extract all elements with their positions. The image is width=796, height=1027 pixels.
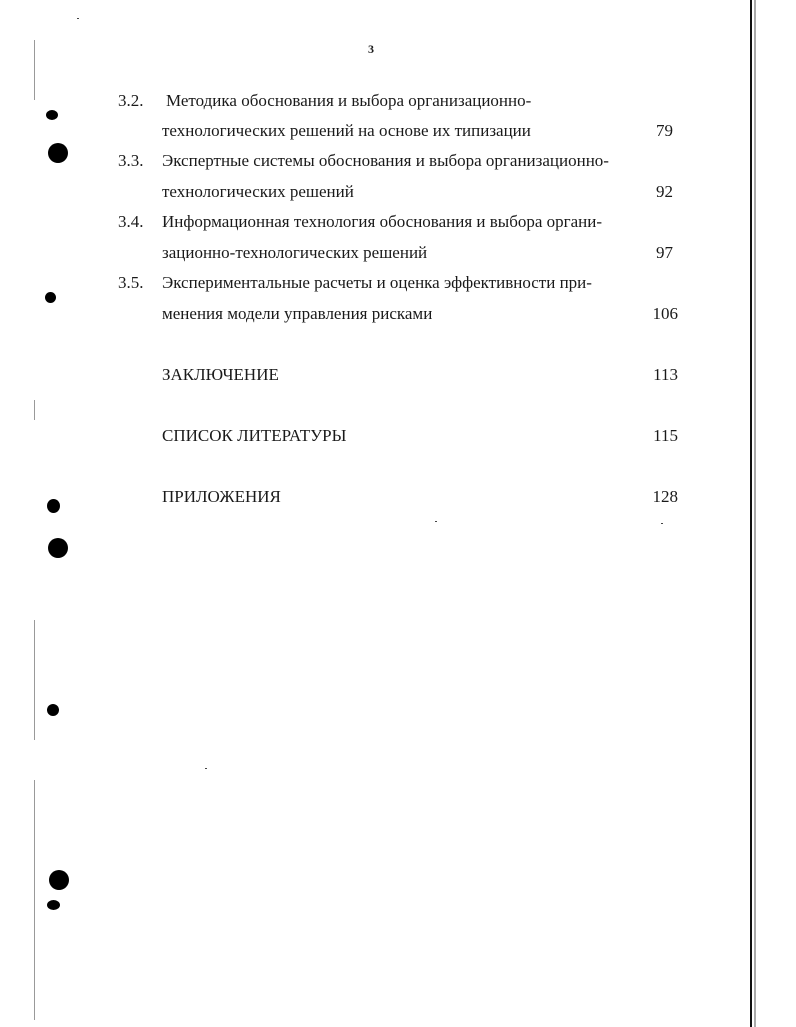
margin-mark: [34, 780, 35, 1020]
scan-edge-shadow: [754, 0, 756, 1027]
toc-entry-title-line2: технологических решений: [162, 182, 354, 201]
toc-section-title: СПИСОК ЛИТЕРАТУРЫ: [162, 426, 347, 445]
scan-speck: [77, 18, 79, 19]
scan-edge: [750, 0, 752, 1027]
toc-entry-title-line2: менения модели управления рисками: [162, 304, 433, 323]
toc-entry-page: 79: [656, 121, 673, 140]
toc-section-page: 128: [652, 487, 678, 506]
scan-speck: [435, 521, 437, 522]
punch-hole-fragment: [47, 900, 60, 910]
punch-hole-fragment: [47, 499, 60, 513]
toc-section-title: ПРИЛОЖЕНИЯ: [162, 487, 281, 506]
toc-entry-number: 3.3.: [118, 151, 144, 170]
margin-mark: [34, 620, 35, 740]
toc-entry-title-line1: Экспертные системы обоснования и выбора организационно-: [162, 151, 609, 170]
toc-entry-number: 3.2.: [118, 91, 144, 110]
toc-entry-page: 106: [652, 304, 678, 323]
scan-speck: [661, 523, 663, 524]
toc-entry-page: 92: [656, 182, 673, 201]
toc-entry-title-line2: технологических решений на основе их типизации: [162, 121, 531, 140]
punch-hole: [48, 538, 68, 558]
toc-entry-number: 3.5.: [118, 273, 144, 292]
punch-hole-fragment: [47, 704, 59, 716]
toc-entry-page: 97: [656, 243, 673, 262]
scan-speck: [205, 768, 207, 769]
toc-entry-number: 3.4.: [118, 212, 144, 231]
margin-mark: [34, 40, 35, 100]
toc-entry-title-line1: Методика обоснования и выбора организационно-: [166, 91, 532, 110]
punch-hole-fragment: [46, 110, 58, 120]
toc-entry-title-line2: зационно-технологических решений: [162, 243, 428, 262]
punch-hole: [48, 143, 68, 163]
toc-section-title: ЗАКЛЮЧЕНИЕ: [162, 365, 279, 384]
toc-section-page: 113: [653, 365, 678, 384]
toc-section-page: 115: [653, 426, 678, 445]
punch-hole: [49, 870, 69, 890]
toc-entry-title-line1: Экспериментальные расчеты и оценка эффективности при-: [162, 273, 592, 292]
page-number: 3: [368, 42, 374, 56]
punch-hole-fragment: [45, 292, 56, 303]
toc-entry-title-line1: Информационная технология обоснования и выбора органи-: [162, 212, 603, 231]
margin-mark: [34, 400, 35, 420]
